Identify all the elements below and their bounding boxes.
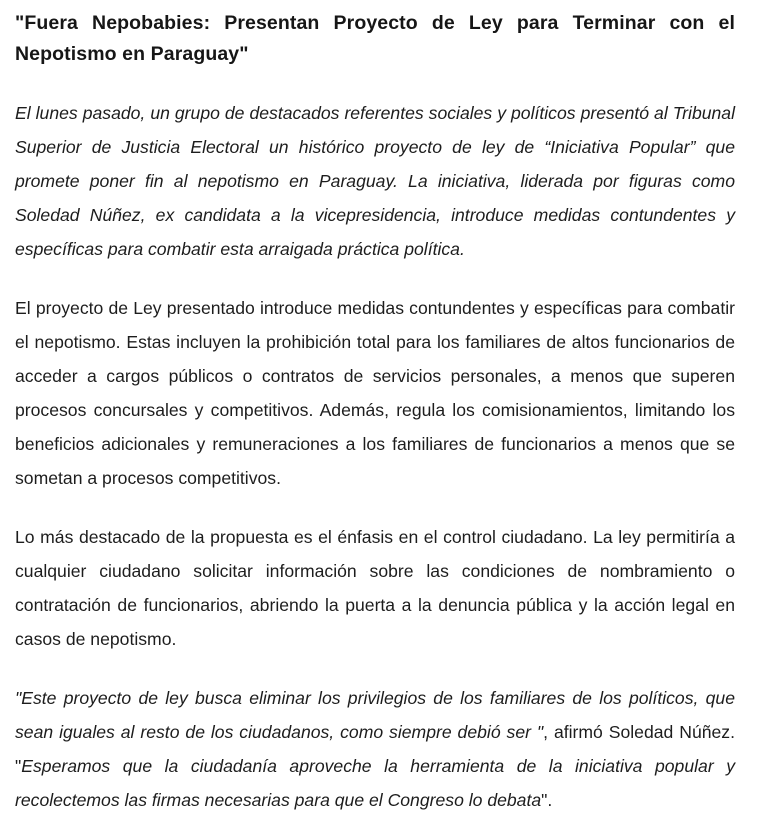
page-title: "Fuera Nepobabies: Presentan Proyecto de Ley para Terminar con el Nepotismo en Paraguay" [15,12,735,65]
body-paragraph-2: Lo más destacado de la propuesta es el énfasis en el control ciudadano. La ley permitiría a cualquier ciudadano solicitar información sobre las condiciones de nombramiento o contratación de funcionarios, abriendo la puerta a la denuncia pública y la acción legal en casos de nepotismo. [15,527,735,649]
lead-paragraph: El lunes pasado, un grupo de destacados referentes sociales y políticos presentó al Tribunal Superior de Justicia Electoral un histórico proyecto de ley de “Iniciativa Popular” que promete poner fin al nepotismo en Paraguay. La iniciativa, liderada por figuras como Soledad Núñez, ex candidata a la vicepresidencia, introduce medidas contundentes y específicas para combatir esta arraigada práctica política. [15,103,735,259]
quote-text-second: Esperamos que la ciudadanía aproveche la herramienta de la iniciativa popular y recolectemos las firmas necesarias para que el Congreso lo debata [15,756,735,810]
quote-attribution: , afirmó Soledad Núñez. " [15,722,735,776]
quote-text-first: "Este proyecto de ley busca eliminar los privilegios de los familiares de los políticos, que sean iguales al resto de los ciudadanos, como siempre debió ser " [15,688,735,742]
body-paragraph-1: El proyecto de Ley presentado introduce medidas contundentes y específicas para combatir el nepotismo. Estas incluyen la prohibición total para los familiares de altos funcionarios de acceder a cargos públicos o contratos de servicios personales, a menos que superen procesos concursales y competitivos. Además, regula los comisionamientos, limitando los beneficios adicionales y remuneraciones a los familiares de funcionarios a menos que se sometan a procesos competitivos. [15,298,735,488]
quote-closing-mark: ". [541,790,553,810]
closing-quote-paragraph [15,681,735,817]
